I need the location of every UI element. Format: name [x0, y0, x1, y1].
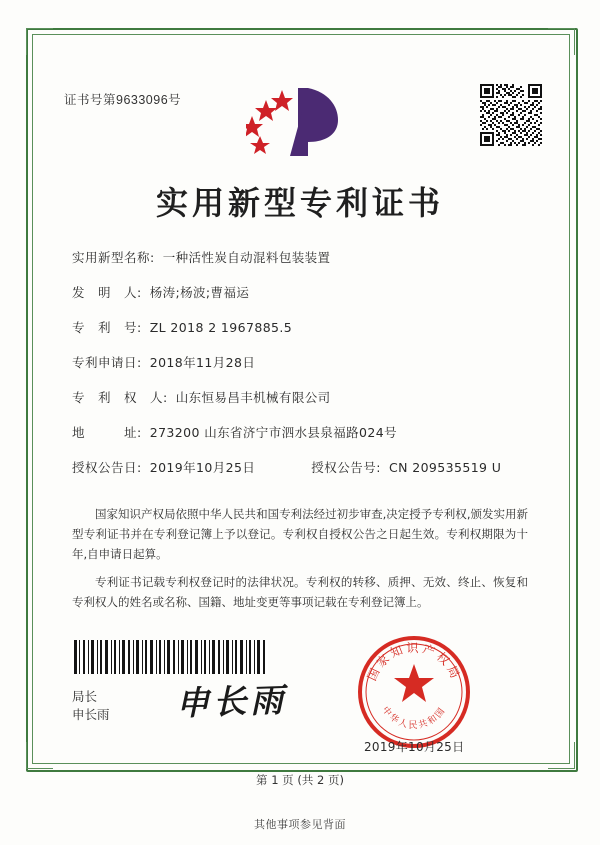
field-row-name [72, 248, 528, 266]
field-value-application-date: 2018年11月28日 [149, 355, 256, 370]
corner-ornament-bottom-left [26, 742, 53, 769]
corner-ornament-top-left [26, 28, 53, 55]
field-label-name: 实用新型名称: [72, 250, 155, 265]
legal-paragraph-1: 国家知识产权局依照中华人民共和国专利法经过初步审查,决定授予专利权,颁发实用新型专利证书并在专利登记簿上予以登记。专利权自授权公告之日起生效。专利权期限为十年,自申请日起算。 [72, 507, 528, 561]
field-row-address [72, 423, 528, 441]
qr-code [480, 84, 542, 146]
legal-paragraph-2: 专利证书记载专利权登记时的法律状况。专利权的转移、质押、无效、终止、恢复和专利权人的姓名或名称、国籍、地址变更等事项记载在专利登记簿上。 [72, 575, 528, 609]
page-title: 实用新型专利证书 [155, 184, 444, 222]
barcode [72, 640, 268, 674]
field-label-patent-number: 专 利 号: [72, 320, 142, 335]
cnipa-logo-icon [246, 82, 342, 164]
handwritten-signature: 申长雨 [175, 680, 288, 723]
field-row-application-date [72, 353, 528, 371]
field-label-patentee: 专 利 权 人: [72, 390, 168, 405]
signature-title-block [72, 688, 110, 724]
field-value-grant-date: 2019年10月25日 [149, 460, 256, 475]
field-row-patent-number [72, 318, 528, 336]
legal-text-block [72, 504, 528, 620]
page-number: 第 1 页 (共 2 页) [256, 773, 344, 787]
svg-text:中华人民共和国: 中华人民共和国 [379, 705, 449, 731]
field-value-patentee: 山东恒易昌丰机械有限公司 [175, 390, 331, 405]
grant-number-group [311, 458, 501, 476]
footer-note: 其他事项参见背面 [254, 818, 346, 831]
field-value-address: 273200 山东省济宁市泗水县泉福路024号 [149, 425, 397, 440]
field-value-inventor: 杨涛;杨波;曹福运 [149, 285, 250, 300]
field-value-name: 一种活性炭自动混料包装装置 [162, 250, 331, 265]
signature-title-line1: 局长 [72, 689, 98, 704]
field-value-grant-number: CN 209535519 U [388, 460, 502, 475]
official-seal [356, 634, 472, 750]
field-label-inventor: 发 明 人: [72, 285, 142, 300]
field-label-grant-date: 授权公告日: [72, 460, 142, 475]
field-row-patentee [72, 388, 528, 406]
corner-ornament-bottom-right [548, 742, 575, 769]
corner-ornament-top-right [548, 28, 575, 55]
field-label-grant-number: 授权公告号: [311, 460, 381, 475]
field-label-address: 地 址: [72, 425, 142, 440]
seal-date: 2019年10月25日 [364, 740, 465, 754]
signature-title-line2: 申长雨 [72, 707, 110, 722]
field-row-inventor [72, 283, 528, 301]
certificate-number: 证书号第9633096号 [64, 93, 182, 107]
field-label-application-date: 专利申请日: [72, 355, 142, 370]
field-value-patent-number: ZL 2018 2 1967885.5 [149, 320, 293, 335]
svg-text:国家知识产权局: 国家知识产权局 [364, 641, 464, 683]
field-row-grant [72, 458, 528, 476]
patent-fields-list [72, 248, 528, 493]
